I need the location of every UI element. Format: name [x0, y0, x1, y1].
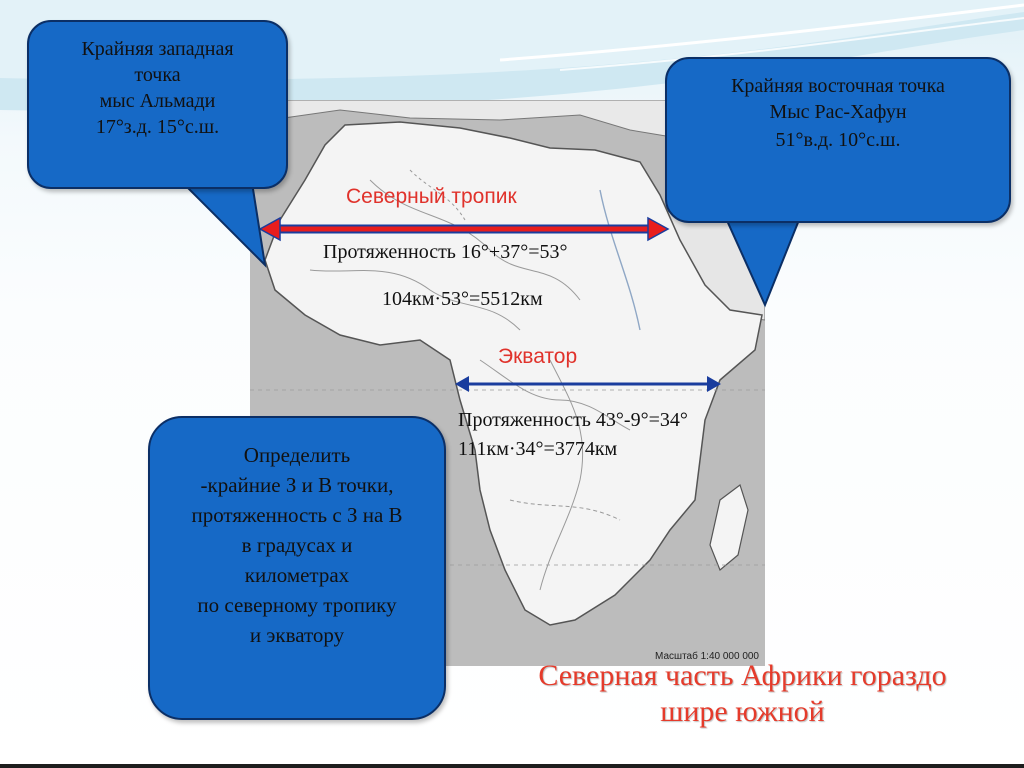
bottom-border [0, 764, 1024, 768]
west-point-line: точка [134, 64, 181, 86]
west-point-line: мыс Альмади [99, 90, 216, 112]
task-line: и экватору [249, 623, 345, 647]
equator-extent-degrees: Протяженность 43°-9°=34° [458, 409, 688, 431]
conclusion-text [470, 658, 1015, 730]
conclusion-line: Северная часть Африки гораздо [538, 659, 947, 692]
tropic-label: Северный тропик [346, 185, 517, 208]
east-point-callout [665, 57, 1011, 223]
task-line: -крайние З и В точки, [200, 473, 394, 497]
task-callout [148, 416, 446, 720]
tropic-extent-km: 104км·53°=5512км [382, 288, 543, 310]
equator-extent-km: 111км·34°=3774км [458, 438, 618, 460]
tropic-span-arrow [258, 214, 670, 244]
east-point-line: Крайняя восточная точка [731, 75, 945, 97]
task-line: протяженность с З на В [191, 503, 403, 527]
east-point-line: 51°в.д. 10°с.ш. [775, 129, 901, 151]
west-point-callout [27, 20, 288, 189]
task-line: Определить [243, 443, 351, 467]
task-line: в градусах и [241, 533, 353, 557]
map-scale-label: Масштаб 1:40 000 000 [655, 651, 759, 662]
conclusion-line: шире южной [660, 695, 825, 728]
tropic-extent-degrees: Протяженность 16°+37°=53° [323, 241, 568, 263]
task-line: по северному тропику [197, 593, 397, 617]
west-point-line: Крайняя западная [81, 38, 234, 60]
equator-span-arrow [453, 373, 723, 395]
task-line: километрах [244, 563, 350, 587]
equator-label: Экватор [498, 345, 578, 368]
west-point-line: 17°з.д. 15°с.ш. [95, 116, 220, 138]
east-point-line: Мыс Рас-Хафун [769, 101, 907, 123]
